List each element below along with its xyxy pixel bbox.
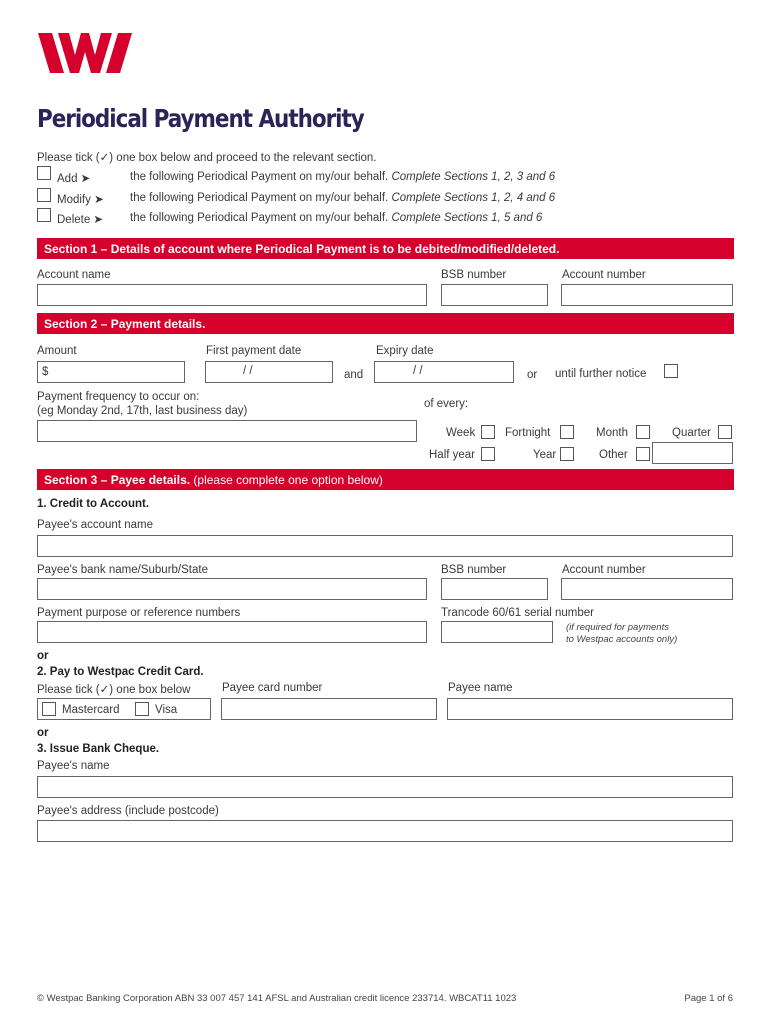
section3-heading: Section 3 – Payee details. (please complete one option below) [37, 469, 734, 490]
fortnight-label: Fortnight [505, 427, 551, 439]
expiry-field[interactable] [374, 361, 514, 383]
month-checkbox[interactable] [636, 425, 650, 439]
footer-page-number: Page 1 of 6 [684, 993, 733, 1004]
frequency-field[interactable] [37, 420, 417, 442]
payee-account-number-label: Account number [562, 564, 646, 576]
intro-text: Please tick (✓) one box below and proceed to the relevant section. [37, 152, 377, 164]
account-number-label: Account number [562, 269, 646, 281]
week-checkbox[interactable] [481, 425, 495, 439]
section2-heading: Section 2 – Payment details. [37, 313, 734, 334]
half-year-label: Half year [429, 449, 476, 461]
month-label: Month [596, 427, 628, 439]
mastercard-checkbox[interactable] [42, 702, 56, 716]
account-name-label: Account name [37, 269, 111, 281]
frequency-label-1: Payment frequency to occur on: [37, 391, 200, 403]
tick-one-label: Please tick (✓) one box below [37, 684, 191, 696]
payment-purpose-field[interactable] [37, 621, 427, 643]
delete-description: the following Periodical Payment on my/our behalf. Complete Sections 1, 5 and 6 [130, 212, 543, 224]
other-label: Other [599, 449, 628, 461]
visa-checkbox[interactable] [135, 702, 149, 716]
payee-bsb-label: BSB number [441, 564, 507, 576]
week-label: Week [446, 427, 476, 439]
add-checkbox[interactable] [37, 166, 51, 180]
or-text: or [527, 369, 538, 381]
payee-card-number-label: Payee card number [222, 682, 323, 694]
modify-label: Modify ➤ [57, 194, 104, 206]
bsb-label: BSB number [441, 269, 507, 281]
footer-copyright: © Westpac Banking Corporation ABN 33 007 457 141 AFSL and Australian credit licence 233714. WBCAT11 1023 [37, 993, 517, 1004]
until-notice-label: until further notice [555, 368, 647, 380]
date-slashes: / / [413, 365, 423, 377]
modify-checkbox[interactable] [37, 188, 51, 202]
modify-description: the following Periodical Payment on my/our behalf. Complete Sections 1, 2, 4 and 6 [130, 192, 556, 204]
dollar-sign: $ [42, 366, 49, 378]
visa-label: Visa [155, 704, 178, 716]
other-field[interactable] [652, 442, 733, 464]
year-label: Year [533, 449, 557, 461]
delete-label: Delete ➤ [57, 214, 104, 226]
account-number-field[interactable] [561, 284, 733, 306]
fortnight-checkbox[interactable] [560, 425, 574, 439]
bank-cheque-title: 3. Issue Bank Cheque. [37, 743, 160, 755]
mastercard-label: Mastercard [62, 704, 120, 716]
payees-name-field[interactable] [37, 776, 733, 798]
payee-bank-field[interactable] [37, 578, 427, 600]
card-type-box [37, 698, 211, 720]
add-description: the following Periodical Payment on my/our behalf. Complete Sections 1, 2, 3 and 6 [130, 171, 556, 183]
payment-purpose-label: Payment purpose or reference numbers [37, 607, 241, 619]
payee-account-name-label: Payee's account name [37, 519, 153, 531]
delete-checkbox[interactable] [37, 208, 51, 222]
date-slashes: / / [243, 365, 253, 377]
expiry-label: Expiry date [376, 345, 434, 357]
first-payment-label: First payment date [206, 345, 302, 357]
or-separator-2: or [37, 727, 49, 739]
payee-bank-label: Payee's bank name/Suburb/State [37, 564, 208, 576]
amount-label: Amount [37, 345, 77, 357]
trancode-label: Trancode 60/61 serial number [441, 607, 594, 619]
frequency-label-2: (eg Monday 2nd, 17th, last business day) [37, 405, 248, 417]
westpac-logo [38, 33, 132, 73]
trancode-field[interactable] [441, 621, 553, 643]
payee-account-number-field[interactable] [561, 578, 733, 600]
add-label: Add ➤ [57, 173, 91, 185]
payee-bsb-field[interactable] [441, 578, 548, 600]
payees-name-label: Payee's name [37, 760, 110, 772]
trancode-note-1: (if required for payments [566, 622, 669, 633]
account-name-field[interactable] [37, 284, 427, 306]
payee-account-name-field[interactable] [37, 535, 733, 557]
and-text: and [344, 369, 364, 381]
credit-to-account-title: 1. Credit to Account. [37, 498, 150, 510]
or-separator-1: or [37, 650, 49, 662]
page-title: Periodical Payment Authority [37, 104, 364, 133]
payee-name-field[interactable] [447, 698, 733, 720]
quarter-checkbox[interactable] [718, 425, 732, 439]
quarter-label: Quarter [672, 427, 711, 439]
payees-address-field[interactable] [37, 820, 733, 842]
first-payment-field[interactable] [205, 361, 333, 383]
year-checkbox[interactable] [560, 447, 574, 461]
bsb-field[interactable] [441, 284, 548, 306]
section1-heading: Section 1 – Details of account where Periodical Payment is to be debited/modified/deleted. [37, 238, 734, 259]
other-checkbox[interactable] [636, 447, 650, 461]
until-notice-checkbox[interactable] [664, 364, 678, 378]
payee-card-number-field[interactable] [221, 698, 437, 720]
payee-name-label: Payee name [448, 682, 513, 694]
payees-address-label: Payee's address (include postcode) [37, 805, 219, 817]
half-year-checkbox[interactable] [481, 447, 495, 461]
trancode-note-2: to Westpac accounts only) [566, 634, 678, 645]
amount-field[interactable] [37, 361, 185, 383]
credit-card-title: 2. Pay to Westpac Credit Card. [37, 666, 204, 678]
of-every-label: of every: [424, 398, 469, 410]
